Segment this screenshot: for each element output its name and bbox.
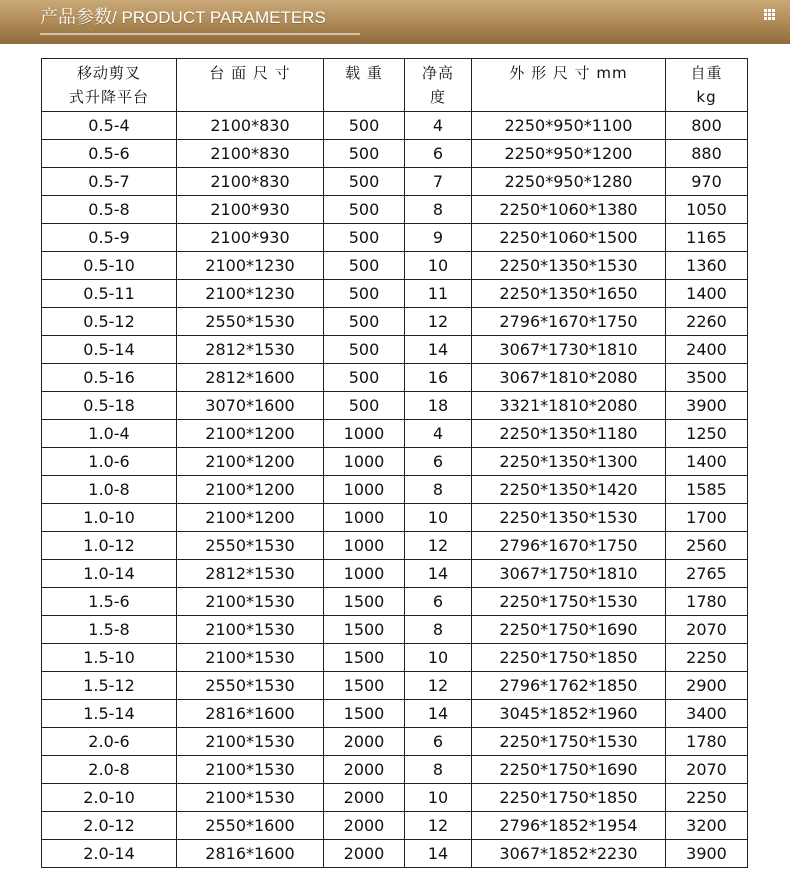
table-row: [42, 840, 748, 868]
cell-overall-size: 3321*1810*2080: [472, 392, 666, 420]
cell-model: 0.5-12: [42, 308, 177, 336]
table-row: [42, 616, 748, 644]
cell-model: 1.5-8: [42, 616, 177, 644]
title-underline: [40, 33, 360, 35]
table-row: [42, 280, 748, 308]
cell-overall-size: 2250*1750*1850: [472, 784, 666, 812]
header-model-line1: 移动剪叉: [76, 64, 141, 82]
cell-weight: 2070: [666, 756, 748, 784]
header-model: [42, 59, 177, 112]
cell-model: 0.5-7: [42, 168, 177, 196]
cell-height: 8: [405, 616, 472, 644]
cell-overall-size: 2796*1670*1750: [472, 308, 666, 336]
cell-weight: 1780: [666, 728, 748, 756]
cell-height: 6: [405, 448, 472, 476]
cell-weight: 3500: [666, 364, 748, 392]
cell-model: 2.0-14: [42, 840, 177, 868]
table-row: [42, 252, 748, 280]
cell-load: 1000: [324, 560, 405, 588]
cell-platform-size: 2100*1230: [177, 280, 324, 308]
cell-load: 1500: [324, 700, 405, 728]
cell-height: 4: [405, 420, 472, 448]
cell-platform-size: 2100*830: [177, 168, 324, 196]
cell-height: 12: [405, 812, 472, 840]
table-row: [42, 700, 748, 728]
cell-height: 10: [405, 784, 472, 812]
cell-height: 10: [405, 504, 472, 532]
section-title-cn: 产品参数: [40, 7, 112, 28]
cell-model: 1.0-6: [42, 448, 177, 476]
cell-load: 500: [324, 112, 405, 140]
cell-platform-size: 2100*1530: [177, 644, 324, 672]
cell-height: 6: [405, 140, 472, 168]
cell-load: 1500: [324, 672, 405, 700]
cell-overall-size: 2250*1750*1530: [472, 588, 666, 616]
cell-weight: 970: [666, 168, 748, 196]
cell-height: 8: [405, 196, 472, 224]
cell-weight: 1250: [666, 420, 748, 448]
table-row: [42, 476, 748, 504]
cell-height: 18: [405, 392, 472, 420]
cell-load: 500: [324, 224, 405, 252]
cell-platform-size: 2550*1530: [177, 672, 324, 700]
cell-load: 500: [324, 308, 405, 336]
cell-platform-size: 3070*1600: [177, 392, 324, 420]
cell-model: 0.5-18: [42, 392, 177, 420]
cell-overall-size: 2250*1060*1380: [472, 196, 666, 224]
cell-weight: 3200: [666, 812, 748, 840]
header-load: [324, 59, 405, 112]
cell-platform-size: 2100*1530: [177, 756, 324, 784]
cell-weight: 1400: [666, 448, 748, 476]
table-row: [42, 364, 748, 392]
cell-model: 0.5-11: [42, 280, 177, 308]
cell-overall-size: 2796*1852*1954: [472, 812, 666, 840]
table-row: [42, 812, 748, 840]
cell-overall-size: 2250*1350*1530: [472, 504, 666, 532]
cell-platform-size: 2100*1200: [177, 420, 324, 448]
cell-model: 2.0-12: [42, 812, 177, 840]
cell-load: 1000: [324, 420, 405, 448]
cell-platform-size: 2100*1200: [177, 448, 324, 476]
cell-model: 1.0-10: [42, 504, 177, 532]
cell-load: 500: [324, 196, 405, 224]
cell-load: 1000: [324, 448, 405, 476]
cell-platform-size: 2816*1600: [177, 840, 324, 868]
cell-height: 10: [405, 644, 472, 672]
table-row: [42, 196, 748, 224]
cell-weight: 800: [666, 112, 748, 140]
cell-overall-size: 3067*1810*2080: [472, 364, 666, 392]
cell-platform-size: 2100*1530: [177, 784, 324, 812]
table-row: [42, 784, 748, 812]
table-row: [42, 392, 748, 420]
cell-weight: 2400: [666, 336, 748, 364]
table-row: [42, 224, 748, 252]
cell-model: 0.5-9: [42, 224, 177, 252]
cell-height: 16: [405, 364, 472, 392]
cell-height: 12: [405, 532, 472, 560]
table-row: [42, 756, 748, 784]
table-header-row: [42, 59, 748, 112]
cell-load: 2000: [324, 728, 405, 756]
cell-load: 1000: [324, 532, 405, 560]
cell-platform-size: 2100*1530: [177, 616, 324, 644]
cell-model: 1.0-14: [42, 560, 177, 588]
cell-overall-size: 3067*1750*1810: [472, 560, 666, 588]
header-platform-size: [177, 59, 324, 112]
cell-platform-size: 2100*1200: [177, 476, 324, 504]
cell-model: 2.0-10: [42, 784, 177, 812]
cell-platform-size: 2100*930: [177, 196, 324, 224]
table-row: [42, 588, 748, 616]
cell-platform-size: 2100*1530: [177, 728, 324, 756]
cell-weight: 1165: [666, 224, 748, 252]
cell-load: 2000: [324, 812, 405, 840]
cell-model: 1.5-14: [42, 700, 177, 728]
cell-weight: 1050: [666, 196, 748, 224]
cell-weight: 3400: [666, 700, 748, 728]
cell-model: 2.0-8: [42, 756, 177, 784]
cell-model: 1.0-4: [42, 420, 177, 448]
cell-load: 500: [324, 168, 405, 196]
cell-platform-size: 2812*1530: [177, 336, 324, 364]
cell-weight: 1585: [666, 476, 748, 504]
table-row: [42, 448, 748, 476]
table-row: [42, 140, 748, 168]
table-row: [42, 420, 748, 448]
cell-platform-size: 2812*1600: [177, 364, 324, 392]
cell-weight: 3900: [666, 840, 748, 868]
cell-height: 9: [405, 224, 472, 252]
cell-load: 500: [324, 392, 405, 420]
cell-load: 500: [324, 364, 405, 392]
cell-load: 1500: [324, 644, 405, 672]
cell-overall-size: 2250*1750*1530: [472, 728, 666, 756]
cell-platform-size: 2100*1200: [177, 504, 324, 532]
cell-height: 14: [405, 560, 472, 588]
section-header-bar: [0, 0, 790, 44]
header-load-line1: 载 重: [345, 64, 383, 82]
cell-overall-size: 2250*1350*1530: [472, 252, 666, 280]
cell-weight: 1400: [666, 280, 748, 308]
cell-load: 2000: [324, 784, 405, 812]
header-height-line2: 度: [429, 88, 446, 106]
table-row: [42, 532, 748, 560]
cell-overall-size: 2250*1750*1690: [472, 756, 666, 784]
cell-platform-size: 2100*930: [177, 224, 324, 252]
cell-platform-size: 2550*1530: [177, 308, 324, 336]
cell-height: 14: [405, 336, 472, 364]
cell-model: 1.5-10: [42, 644, 177, 672]
cell-model: 1.0-12: [42, 532, 177, 560]
cell-model: 0.5-8: [42, 196, 177, 224]
cell-load: 500: [324, 140, 405, 168]
cell-load: 500: [324, 252, 405, 280]
cell-platform-size: 2100*1530: [177, 588, 324, 616]
cell-height: 10: [405, 252, 472, 280]
cell-load: 1000: [324, 504, 405, 532]
cell-weight: 2070: [666, 616, 748, 644]
cell-load: 1000: [324, 476, 405, 504]
section-title-en: / PRODUCT PARAMETERS: [112, 8, 326, 27]
cell-load: 2000: [324, 756, 405, 784]
cell-overall-size: 2250*950*1100: [472, 112, 666, 140]
cell-overall-size: 2250*1350*1300: [472, 448, 666, 476]
header-weight: [666, 59, 748, 112]
table-row: [42, 560, 748, 588]
header-overall-size: [472, 59, 666, 112]
cell-load: 2000: [324, 840, 405, 868]
cell-height: 8: [405, 476, 472, 504]
cell-load: 1500: [324, 616, 405, 644]
cell-weight: 2260: [666, 308, 748, 336]
cell-height: 14: [405, 700, 472, 728]
cell-height: 12: [405, 672, 472, 700]
header-height: [405, 59, 472, 112]
cell-weight: 1700: [666, 504, 748, 532]
cell-load: 1500: [324, 588, 405, 616]
cell-weight: 1360: [666, 252, 748, 280]
cell-overall-size: 2796*1762*1850: [472, 672, 666, 700]
product-parameters-table: [41, 58, 748, 868]
cell-model: 0.5-6: [42, 140, 177, 168]
cell-overall-size: 2250*1350*1180: [472, 420, 666, 448]
table-row: [42, 504, 748, 532]
cell-overall-size: 3067*1852*2230: [472, 840, 666, 868]
cell-model: 0.5-16: [42, 364, 177, 392]
header-platform-size-line1: 台 面 尺 寸: [209, 64, 291, 82]
cell-height: 6: [405, 588, 472, 616]
cell-load: 500: [324, 336, 405, 364]
cell-platform-size: 2812*1530: [177, 560, 324, 588]
header-overall-size-line1: 外 形 尺 寸 mm: [509, 64, 628, 82]
cell-overall-size: 2250*950*1200: [472, 140, 666, 168]
cell-platform-size: 2100*830: [177, 112, 324, 140]
table-row: [42, 728, 748, 756]
cell-model: 1.5-12: [42, 672, 177, 700]
cell-height: 14: [405, 840, 472, 868]
cell-model: 0.5-4: [42, 112, 177, 140]
cell-height: 11: [405, 280, 472, 308]
cell-weight: 2250: [666, 644, 748, 672]
cell-weight: 2250: [666, 784, 748, 812]
cell-overall-size: 2250*950*1280: [472, 168, 666, 196]
cell-overall-size: 2250*1350*1420: [472, 476, 666, 504]
cell-model: 2.0-6: [42, 728, 177, 756]
table-body: [42, 112, 748, 868]
cell-load: 500: [324, 280, 405, 308]
cell-weight: 2900: [666, 672, 748, 700]
cell-overall-size: 2250*1350*1650: [472, 280, 666, 308]
table-row: [42, 168, 748, 196]
cell-weight: 1780: [666, 588, 748, 616]
cell-overall-size: 2250*1750*1690: [472, 616, 666, 644]
cell-height: 7: [405, 168, 472, 196]
grid-icon: [764, 9, 776, 21]
cell-weight: 3900: [666, 392, 748, 420]
table-row: [42, 308, 748, 336]
cell-platform-size: 2816*1600: [177, 700, 324, 728]
cell-weight: 880: [666, 140, 748, 168]
header-model-line2: 式升降平台: [68, 88, 149, 106]
cell-height: 6: [405, 728, 472, 756]
header-weight-line2: kg: [696, 88, 717, 106]
cell-weight: 2560: [666, 532, 748, 560]
cell-model: 0.5-14: [42, 336, 177, 364]
table-row: [42, 336, 748, 364]
cell-height: 4: [405, 112, 472, 140]
cell-height: 12: [405, 308, 472, 336]
cell-platform-size: 2100*1230: [177, 252, 324, 280]
cell-overall-size: 3067*1730*1810: [472, 336, 666, 364]
cell-model: 0.5-10: [42, 252, 177, 280]
cell-overall-size: 2796*1670*1750: [472, 532, 666, 560]
cell-platform-size: 2550*1530: [177, 532, 324, 560]
cell-height: 8: [405, 756, 472, 784]
table-row: [42, 644, 748, 672]
header-height-line1: 净高: [421, 64, 454, 82]
table-row: [42, 672, 748, 700]
cell-overall-size: 3045*1852*1960: [472, 700, 666, 728]
cell-model: 1.5-6: [42, 588, 177, 616]
section-title: [40, 6, 326, 30]
table-row: [42, 112, 748, 140]
cell-platform-size: 2550*1600: [177, 812, 324, 840]
header-weight-line1: 自重: [690, 64, 723, 82]
cell-weight: 2765: [666, 560, 748, 588]
cell-overall-size: 2250*1750*1850: [472, 644, 666, 672]
cell-overall-size: 2250*1060*1500: [472, 224, 666, 252]
cell-model: 1.0-8: [42, 476, 177, 504]
cell-platform-size: 2100*830: [177, 140, 324, 168]
